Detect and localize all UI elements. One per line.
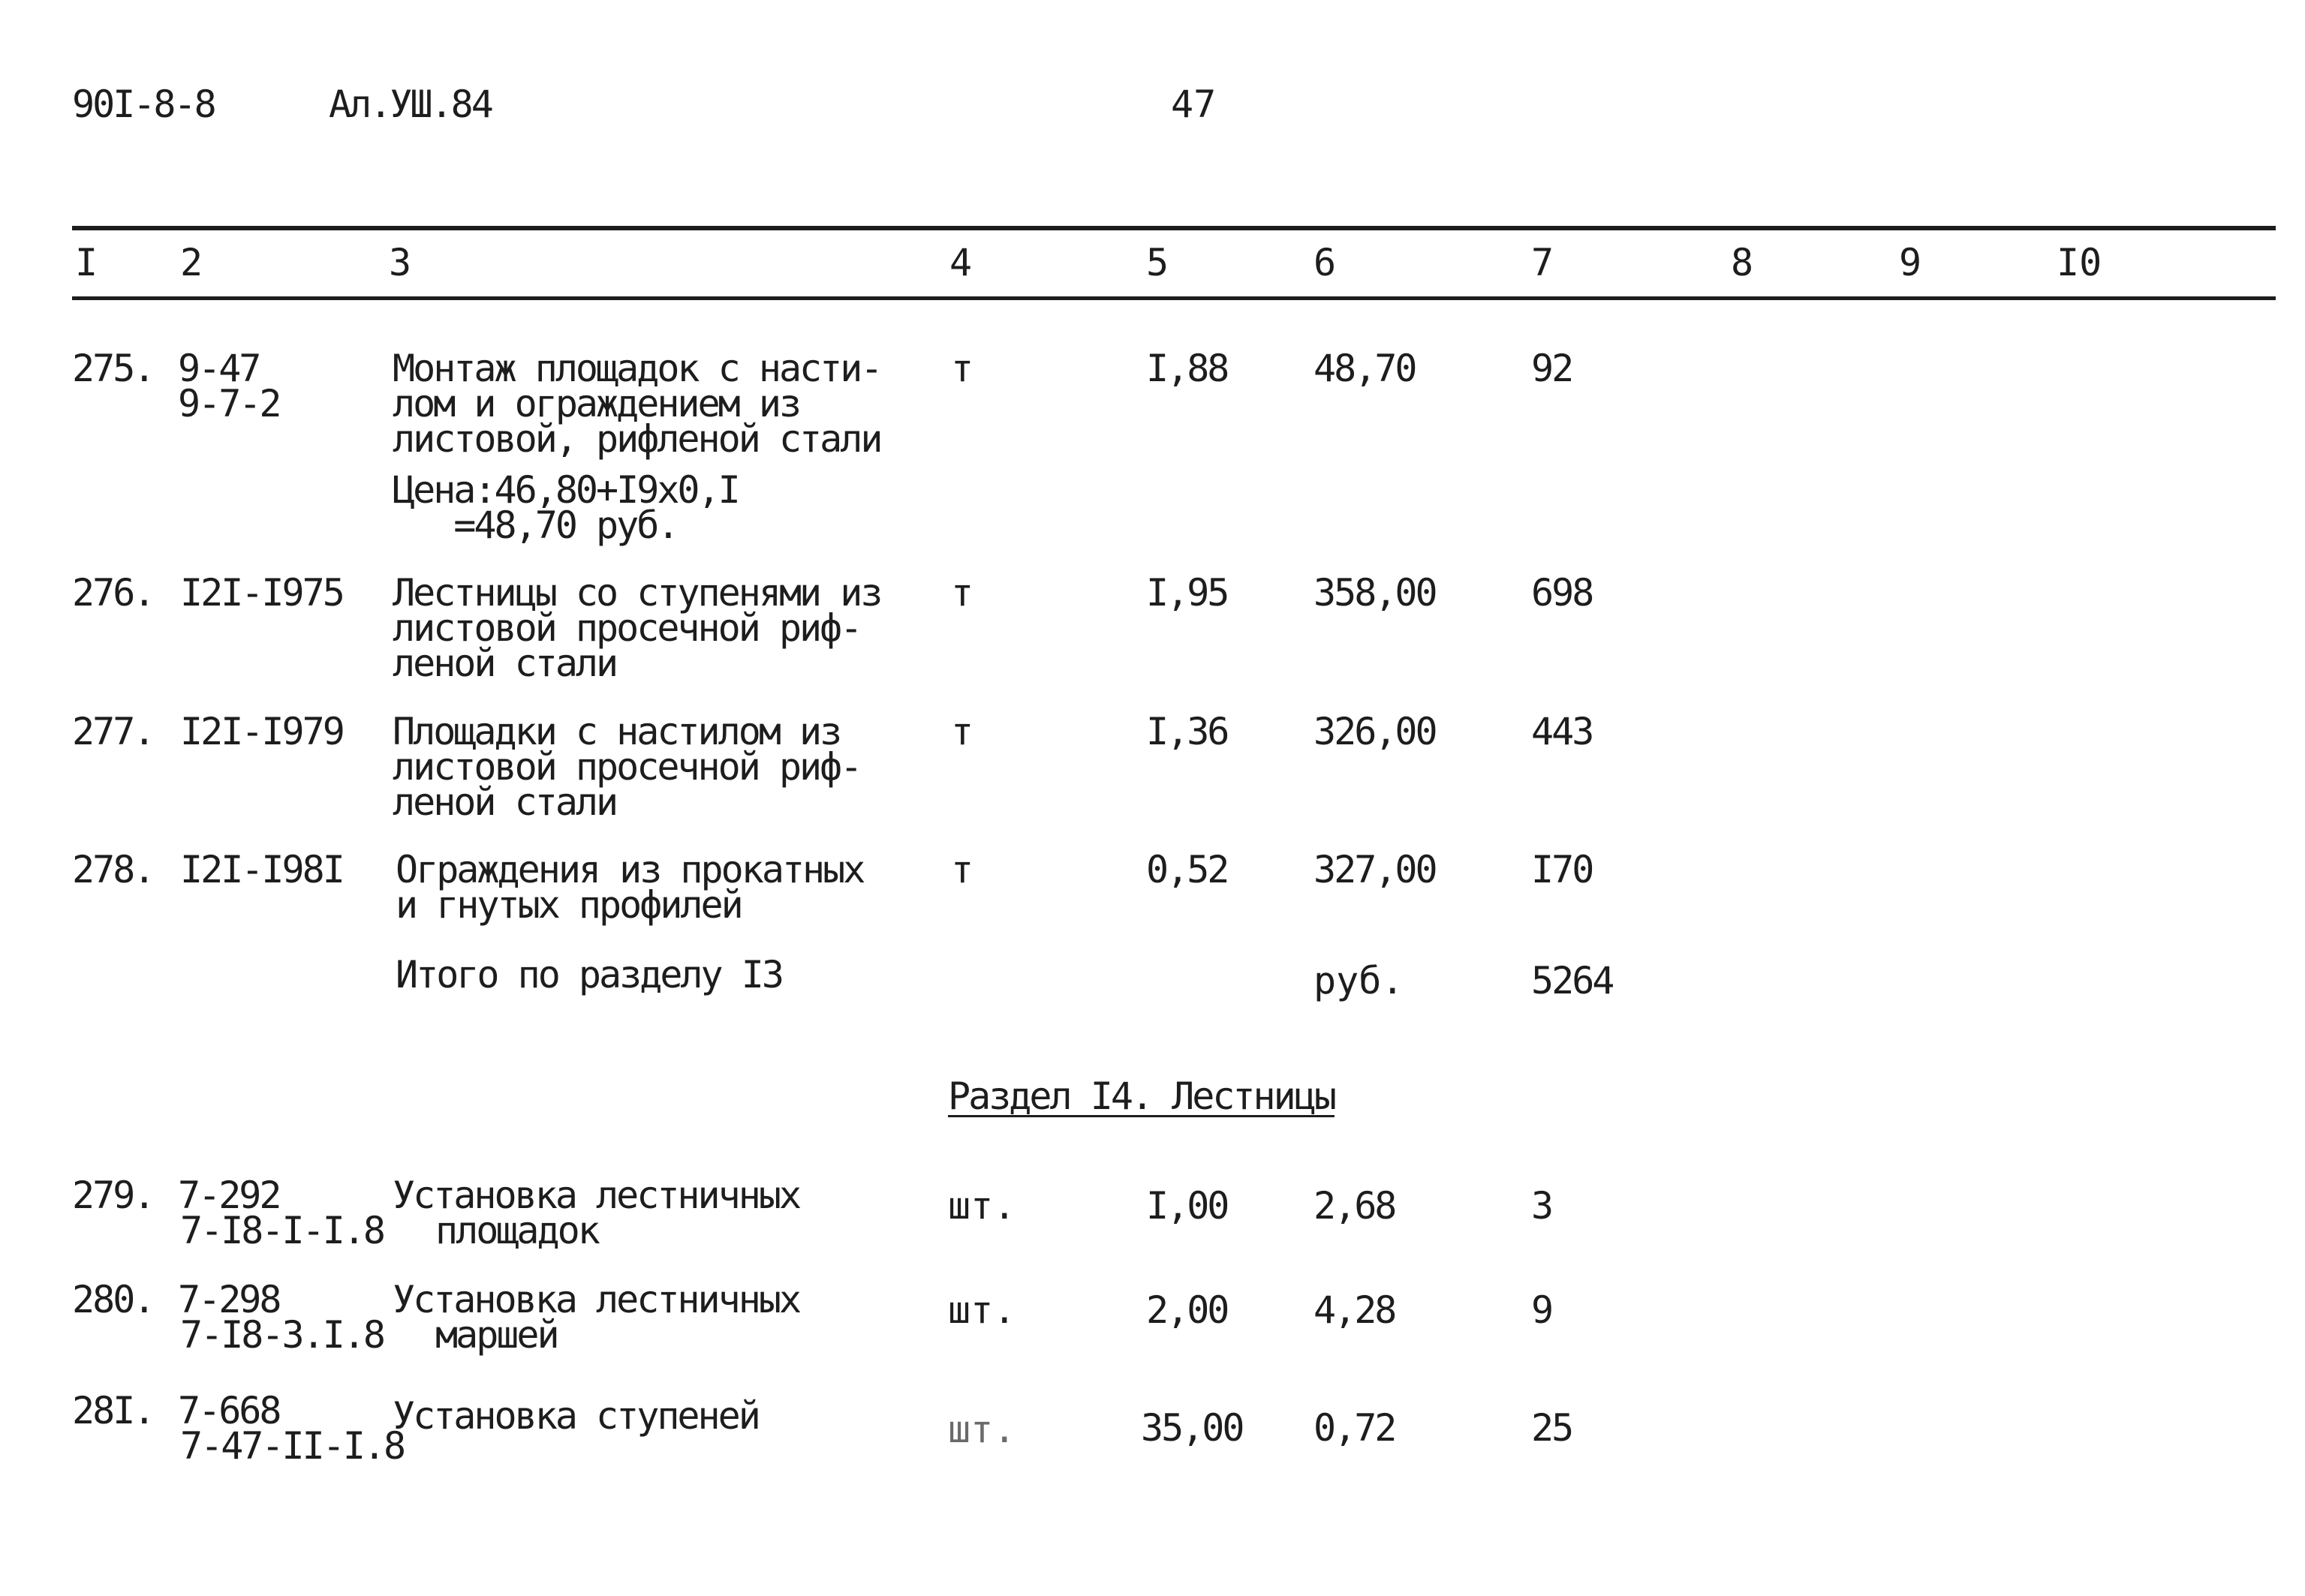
row-unit: т — [951, 710, 974, 753]
row-number: 280. — [72, 1278, 154, 1321]
column-header-10: I0 — [2057, 241, 2102, 284]
row-number: 276. — [72, 571, 154, 615]
column-header-1: I — [75, 241, 98, 284]
column-header-3: 3 — [389, 241, 412, 284]
row-price: 327,00 — [1313, 848, 1436, 891]
row-quantity: 35,00 — [1141, 1406, 1243, 1450]
section-title: Раздел I4. Лестницы — [948, 1075, 1335, 1118]
row-code: 7-668 — [178, 1389, 280, 1432]
row-code: 7-I8-I-I.8 — [180, 1209, 384, 1252]
column-header-4: 4 — [949, 241, 973, 284]
row-description: Монтаж площадок с насти- — [393, 347, 881, 390]
album-code: Ал.УШ.84 — [329, 83, 492, 126]
row-code: 7-298 — [178, 1278, 280, 1321]
subtotal-total: 5264 — [1531, 959, 1613, 1002]
column-header-9: 9 — [1899, 241, 1922, 284]
page-number: 47 — [1171, 83, 1217, 126]
row-code: I2I-I979 — [180, 710, 343, 753]
row-total: 443 — [1531, 710, 1593, 753]
row-quantity: 0,52 — [1146, 848, 1228, 891]
row-number: 28I. — [72, 1389, 154, 1432]
row-price: 326,00 — [1313, 710, 1436, 753]
row-price: 48,70 — [1313, 347, 1416, 390]
row-description: листовой просечной риф- — [393, 745, 861, 789]
row-description: и гнутых профилей — [396, 883, 742, 927]
row-code: I2I-I975 — [180, 571, 343, 615]
column-header-8: 8 — [1731, 241, 1754, 284]
row-total: 25 — [1531, 1406, 1572, 1450]
row-description: маршей — [435, 1313, 558, 1357]
column-header-7: 7 — [1531, 241, 1554, 284]
row-description: леной стали — [393, 642, 617, 685]
row-unit: т — [951, 347, 974, 390]
row-number: 275. — [72, 347, 154, 390]
row-quantity: I,00 — [1146, 1184, 1228, 1228]
row-code: 7-292 — [178, 1174, 280, 1217]
row-total: 698 — [1531, 571, 1593, 615]
row-quantity: I,36 — [1146, 710, 1228, 753]
row-code: 7-I8-3.I.8 — [180, 1313, 384, 1357]
row-description: Установка лестничных — [393, 1174, 800, 1217]
row-unit: шт. — [948, 1184, 1016, 1228]
row-number: 277. — [72, 710, 154, 753]
subtotal-unit: руб. — [1313, 959, 1404, 1002]
row-price: 0,72 — [1313, 1406, 1395, 1450]
column-header-2: 2 — [180, 241, 203, 284]
row-price: 2,68 — [1313, 1184, 1395, 1228]
row-code: I2I-I98I — [180, 848, 343, 891]
row-description: Лестницы со ступенями из — [393, 571, 881, 615]
row-quantity: I,95 — [1146, 571, 1228, 615]
row-description: Установка лестничных — [393, 1278, 800, 1321]
row-unit: шт. — [948, 1408, 1016, 1451]
row-description: Установка ступеней — [393, 1394, 759, 1438]
row-description: листовой, рифленой стали — [393, 417, 881, 461]
header-bottom-rule — [72, 296, 2276, 300]
row-number: 279. — [72, 1174, 154, 1217]
row-total: 92 — [1531, 347, 1572, 390]
row-unit: т — [951, 848, 974, 891]
row-unit: т — [951, 571, 974, 615]
row-total: 3 — [1531, 1184, 1552, 1228]
row-description: листовой просечной риф- — [393, 606, 861, 650]
column-header-5: 5 — [1146, 241, 1169, 284]
row-total: I70 — [1531, 848, 1593, 891]
row-price: 4,28 — [1313, 1288, 1395, 1332]
document-code: 90I-8-8 — [72, 83, 215, 126]
row-quantity: I,88 — [1146, 347, 1228, 390]
row-code: 9-47 — [178, 347, 260, 390]
row-unit: шт. — [948, 1288, 1016, 1332]
row-total: 9 — [1531, 1288, 1552, 1332]
price-note: Цена:46,80+I9x0,I — [393, 468, 739, 512]
row-description: Площадки с настилом из — [393, 710, 841, 753]
row-description: Ограждения из прокатных — [396, 848, 864, 891]
row-number: 278. — [72, 848, 154, 891]
row-description: лом и ограждением из — [393, 382, 800, 425]
row-code: 7-47-II-I.8 — [180, 1424, 405, 1468]
row-code: 9-7-2 — [178, 382, 280, 425]
subtotal-label: Итого по разделу I3 — [396, 953, 782, 996]
price-note: =48,70 руб. — [393, 503, 678, 547]
row-price: 358,00 — [1313, 571, 1436, 615]
row-description: леной стали — [393, 780, 617, 824]
row-quantity: 2,00 — [1146, 1288, 1228, 1332]
header-top-rule — [72, 226, 2276, 230]
column-header-6: 6 — [1313, 241, 1337, 284]
row-description: площадок — [435, 1209, 598, 1252]
